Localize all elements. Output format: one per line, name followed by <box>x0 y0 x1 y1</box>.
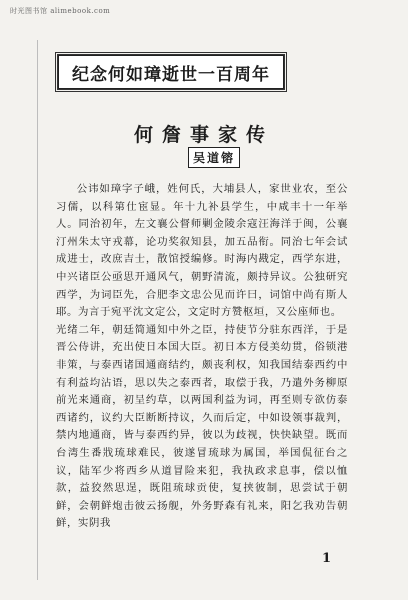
page-number: 1 <box>322 551 332 566</box>
article-title: 何詹事家传 <box>133 124 274 146</box>
paragraph-2: 光绪二年，朝廷简通知中外之臣，持使节分驻东西洋，于是晋公侍讲，充出使日本国大臣。初日本方侵美幼贯，俗锁港非策，与泰西诸国通商结约，颇丧利权，知我国结泰西约中有利益均沾语，思以失之泰西者，取偿于我，乃遣外务柳原前光来通商，初呈约草，以两国利益为词，再至则专欲仿泰西诸约，议约大臣断断持议，久而后定，中如设领事裁判，禁内地通商，皆与泰西约异，彼以为歧视，快快缺望。既而台湾生番戕琉球难民，彼遂冒琉球为属国，举国侃征台之议，陆军少将西乡从道冒险来犯，我执政求息事，偿以恤款，益狡然思逞，既阻琉球贡使，复挟彼制，思尝试于朝鲜，会朝鲜炮击彼云扬舰，外务野森有礼来，阳乞我劝告朝鲜，实阴我 <box>56 323 348 530</box>
commemorative-banner <box>58 55 284 89</box>
article-author: 吴道镕 <box>188 147 240 168</box>
article-body <box>56 181 348 533</box>
banner-text: 纪念何如璋逝世一百周年 <box>72 64 270 85</box>
source-stamp: 时光图书馆 alimebook.com <box>10 7 111 15</box>
paragraph-1: 公讳如璋字子峨，姓何氏，大埔县人，家世业农，至公习儒，以科第仕宦显。年十九补县学生，中咸丰十一年举人。同治初年，左文襄公督师剿金陵余寇汪海洋于闽，公襄汀州朱太守戎幕，论功奖叙知县，加五品衔。同治七年会试成进士，改庶吉士，散馆授编修。时海内戡定，西学东进，中兴诸臣公亟思开通风气，朝野清流，颇持异议。公独研究西学，为词臣先，合肥李文忠公见而许曰，词馆中尚有斯人耶。为言于宛平沈文定公，文定时方赞枢垣，又公座师也。 <box>56 183 348 319</box>
